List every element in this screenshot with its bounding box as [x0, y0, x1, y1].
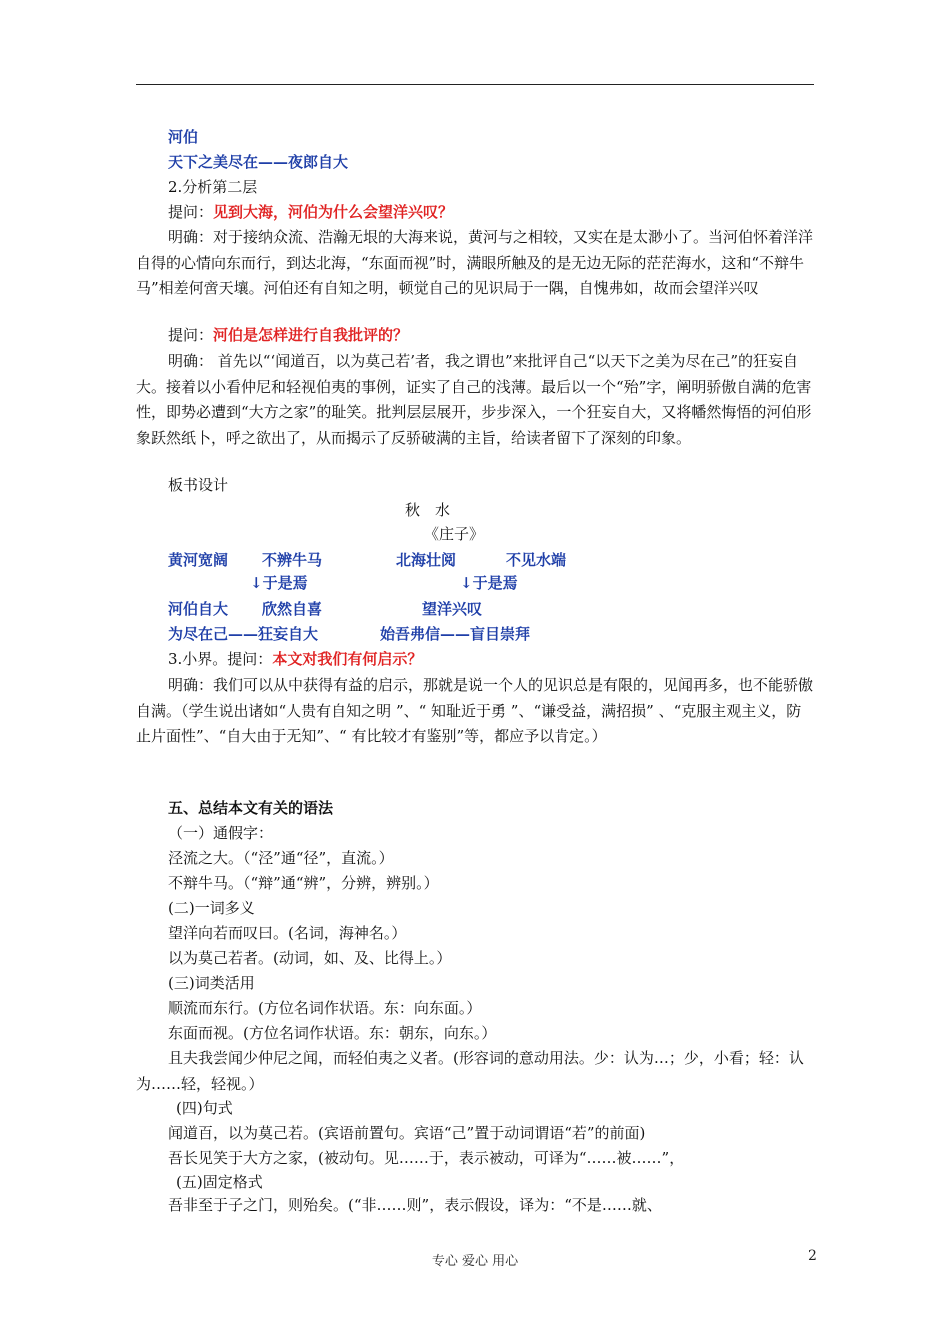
diagram-r1c1: 黄河宽阔 — [168, 551, 229, 569]
grammar-2-heading: (二)一词多义 — [168, 899, 255, 917]
grammar-2b: 以为莫己若者。(动词，如、及、比得上。） — [168, 949, 452, 967]
grammar-1b: 不辩牛马。（“辩”通“辨”，分辨，辨别。） — [168, 874, 439, 892]
section-5-heading: 五、总结本文有关的语法 — [168, 799, 334, 817]
answer-1: 明确：对于接纳众流、浩瀚无垠的大海来说，黄河与之相较，又实在是太渺小了。当河伯怀着洋洋自得的心情向东而行，到达北海，“东面而视”时，满眼所触及的是无边无际的茫茫海水，这和“不辩牛马”相差何啻天壤。河伯还有自知之明，顿觉自己的见识局于一隅，自愧弗如，故而会望洋兴叹 — [136, 228, 814, 297]
grammar-1-heading: （一）通假字： — [168, 824, 274, 842]
board-author: 《庄子》 — [424, 525, 485, 543]
question-2-prefix: 提问： — [168, 326, 214, 344]
diagram-r4c2: 始吾弗信——盲目崇拜 — [380, 625, 531, 643]
question-1-text: 见到大海，河伯为什么会望洋兴叹？ — [213, 203, 454, 221]
grammar-5a: 吾非至于子之门，则殆矣。(“非……则”，表示假设，译为：“不是……就、 — [168, 1196, 662, 1214]
board-design-label: 板书设计 — [168, 476, 229, 494]
diagram-r3c3: 望洋兴叹 — [422, 600, 483, 618]
diagram-r1c3: 北海壮阅 — [396, 551, 457, 569]
grammar-2a: 望洋向若而叹曰。(名词，海神名。） — [168, 924, 407, 942]
question-3-prefix: 3.小界。提问： — [168, 650, 273, 668]
grammar-4-heading: (四)句式 — [176, 1099, 233, 1117]
diagram-r4c1: 为尽在己——狂妄自大 — [168, 625, 319, 643]
page-number: 2 — [808, 1248, 817, 1264]
answer-3: 明确：我们可以从中获得有益的启示，那就是说一个人的见识总是有限的，见闻再多，也不能骄傲自满。（学生说出诸如“人贵有自知之明 ”、“ 知耻近于勇 ”、“谦受益，满招损” 、“克服主观主义，防止片面性”、“自大由于无知”、“ 有比较才有鉴别”等，都应予以肯定。） — [136, 676, 814, 745]
question-2-text: 河伯是怎样进行自我批评的？ — [213, 326, 409, 344]
question-3-text: 本文对我们有何启示？ — [272, 650, 423, 668]
grammar-3b: 东面而视。(方位名词作状语。东：朝东，向东。） — [168, 1024, 497, 1042]
diagram-r3c2: 欣然自喜 — [262, 600, 323, 618]
diagram-r1c2: 不辨牛马 — [262, 551, 323, 569]
page-footer: 专心 爱心 用心 — [431, 1254, 519, 1269]
line-hebo: 河伯 — [168, 128, 199, 146]
diagram-arrow-2: ↓于是焉 — [460, 574, 518, 592]
diagram-r1c4: 不见水端 — [506, 551, 567, 569]
question-2 — [168, 324, 818, 346]
section-2-heading: 2.分析第二层 — [168, 178, 258, 196]
answer-2: 明确： 首先以“‘闻道百，以为莫己若’者，我之谓也”来批评自己“以天下之美为尽在己”的狂妄自大。接着以小看仲尼和轻视伯夷的事例，证实了自己的浅薄。最后以一个“殆”字，阐明骄傲自满的危害性，即势必遭到“大方之家”的耻笑。批判层层展开，步步深入，一个狂妄自大，又将幡然悔悟的河伯形象跃然纸卜，呼之欲出了，从而揭示了反骄破满的主旨，给读者留下了深刻的印象。 — [136, 352, 812, 447]
grammar-3a: 顺流而东行。(方位名词作状语。东：向东面。） — [168, 999, 482, 1017]
board-title: 秋 水 — [405, 501, 451, 519]
grammar-3c: 且夫我尝闻少仲尼之闻，而轻伯夷之义者。(形容词的意动用法。少：认为…；少，小看；轻：认为……轻，轻视。） — [136, 1049, 804, 1093]
line-tianxia: 天下之美尽在——夜郎自大 — [168, 153, 349, 171]
header-rule — [136, 84, 814, 85]
grammar-4a: 闻道百，以为莫己若。(宾语前置句。宾语“己”置于动词谓语“若”的前面) — [168, 1124, 646, 1142]
grammar-4b: 吾长见笑于大方之家，(被动句。见……于，表示被动，可译为“……被……”， — [168, 1149, 685, 1167]
question-1 — [168, 201, 818, 223]
question-1-prefix: 提问： — [168, 203, 214, 221]
grammar-1a: 泾流之大。（“泾”通“径”，直流。） — [168, 849, 394, 867]
diagram-r3c1: 河伯自大 — [168, 600, 229, 618]
question-3 — [168, 648, 818, 670]
grammar-3-heading: (三)词类活用 — [168, 974, 255, 992]
diagram-arrow-1: ↓于是焉 — [250, 574, 308, 592]
grammar-5-heading: (五)固定格式 — [176, 1173, 263, 1191]
